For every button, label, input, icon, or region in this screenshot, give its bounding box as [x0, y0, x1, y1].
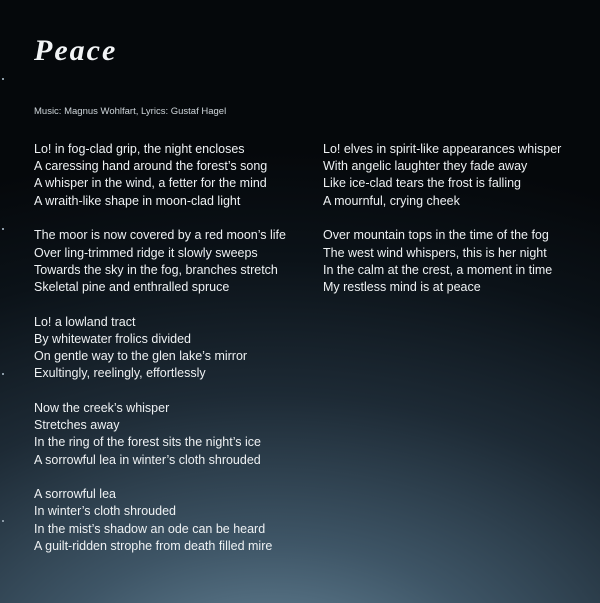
stanza	[34, 227, 314, 296]
lyric-line: Over mountain tops in the time of the fog	[323, 228, 549, 243]
lyric-line: In the calm at the crest, a moment in time	[323, 262, 553, 277]
lyric-line: Skeletal pine and enthralled spruce	[34, 279, 230, 294]
stanza	[34, 400, 314, 469]
lyric-line: On gentle way to the glen lake’s mirror	[34, 349, 248, 364]
lyric-line: Over ling-trimmed ridge it slowly sweeps	[34, 245, 258, 260]
scan-speck	[2, 373, 4, 375]
lyric-line: Lo! elves in spirit-like appearances whisper	[323, 142, 562, 156]
lyric-line: A caressing hand around the forest’s song	[34, 159, 268, 174]
lyric-line: A whisper in the wind, a fetter for the mind	[34, 176, 267, 191]
lyric-line: In the ring of the forest sits the night’s ice	[34, 435, 261, 450]
lyrics-column-right	[323, 141, 600, 314]
lyrics-column-left	[34, 141, 314, 573]
lyric-line: Lo! a lowland tract	[34, 314, 136, 329]
lyric-line: Like ice-clad tears the frost is falling	[323, 176, 522, 191]
song-title: Peace	[34, 34, 118, 67]
lyric-line: Stretches away	[34, 418, 120, 433]
lyric-line: With angelic laughter they fade away	[323, 159, 528, 174]
lyric-line: A mournful, crying cheek	[323, 193, 460, 208]
lyric-line: In the mist’s shadow an ode can be heard	[34, 521, 266, 536]
lyric-line: My restless mind is at peace	[323, 279, 481, 294]
song-credits: Music: Magnus Wohlfart, Lyrics: Gustaf Hagel	[34, 106, 227, 117]
lyric-line: A sorrowful lea	[34, 487, 116, 502]
stanza	[323, 141, 600, 210]
stanza	[34, 141, 314, 210]
lyric-line: A guilt-ridden strophe from death filled mire	[34, 538, 273, 553]
stanza	[323, 227, 600, 296]
lyric-line: Exultingly, reelingly, effortlessly	[34, 366, 206, 381]
stanza	[34, 314, 314, 383]
lyric-line: Towards the sky in the fog, branches stretch	[34, 262, 278, 277]
stanza	[34, 486, 314, 555]
scan-speck	[2, 78, 4, 80]
lyric-line: A wraith-like shape in moon-clad light	[34, 193, 241, 208]
lyric-line: The west wind whispers, this is her night	[323, 245, 547, 260]
lyric-line: A sorrowful lea in winter’s cloth shrouded	[34, 452, 261, 467]
lyric-line: Now the creek’s whisper	[34, 400, 170, 415]
lyric-line: By whitewater frolics divided	[34, 331, 192, 346]
scan-speck	[2, 520, 4, 522]
scan-speck	[2, 228, 4, 230]
lyric-line: In winter’s cloth shrouded	[34, 504, 176, 519]
lyric-line: The moor is now covered by a red moon’s life	[34, 228, 286, 243]
lyric-line: Lo! in fog-clad grip, the night encloses	[34, 142, 245, 156]
